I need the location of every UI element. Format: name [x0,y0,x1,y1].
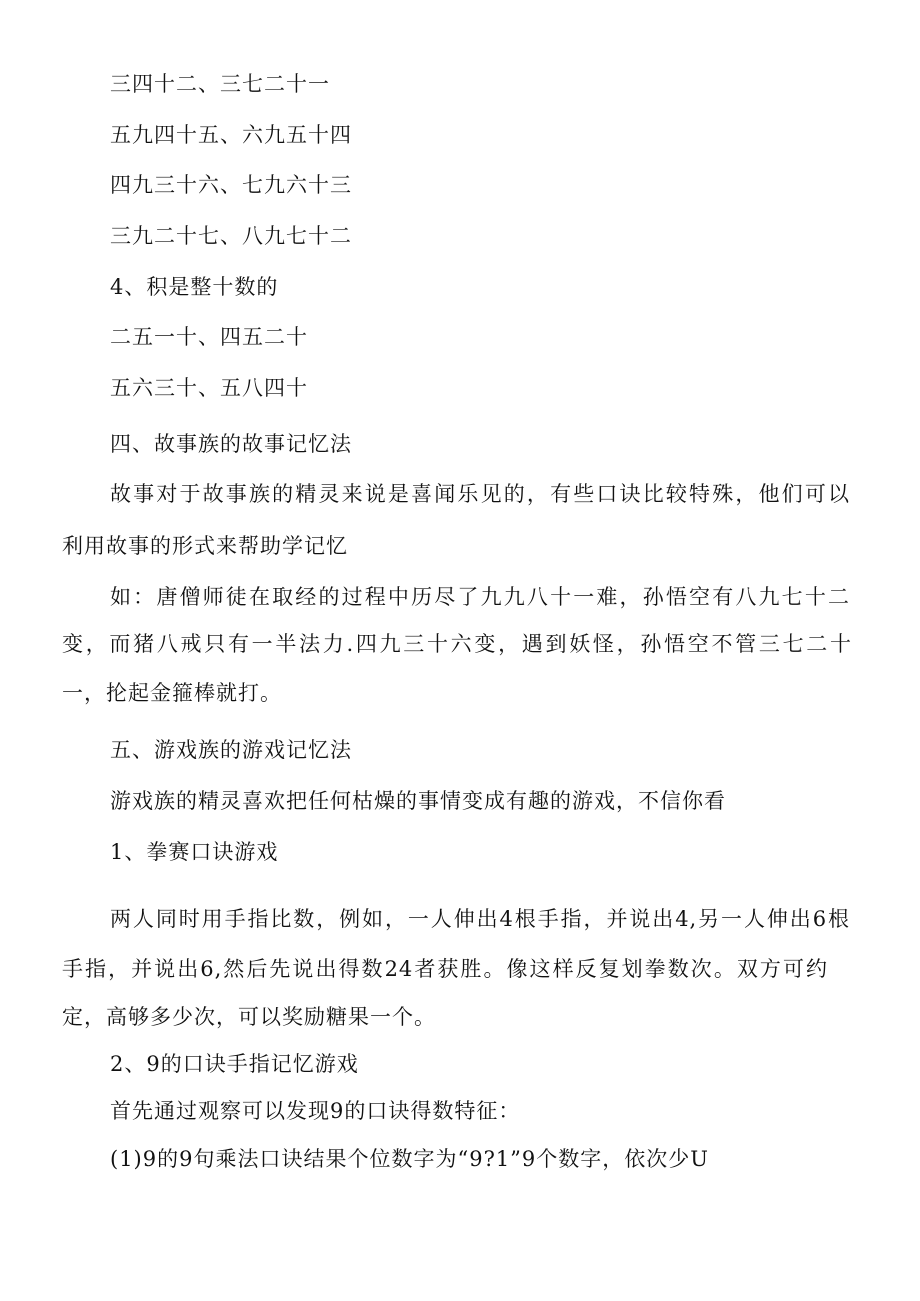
subheading-finger-game: 1、拳赛口诀游戏 [110,840,279,864]
paragraph-finger-game-line-1: 两人同时用手指比数，例如，一人伸出4根手指，并说出4,另一人伸出6根 [110,907,850,931]
paragraph-example-line-2: 变，而猪八戒只有一半法力.四九三十六变，遇到妖怪，孙悟空不管三七二十 [62,632,852,656]
mnemonic-line-3: 四九三十六、七九六十三 [110,173,352,197]
section-heading-story-method: 四、故事族的故事记忆法 [110,432,352,456]
subheading-nine-game: 2、9的口诀手指记忆游戏 [110,1052,359,1076]
paragraph-example-line-3: 一，抡起金箍棒就打。 [62,681,282,705]
paragraph-finger-game-line-3: 定，高够多少次，可以奖励糖果一个。 [62,1005,436,1029]
paragraph-finger-game-line-2: 手指，并说出6,然后先说出得数24者获胜。像这样反复划拳数次。双方可约 [62,957,828,981]
paragraph-story-line-1: 故事对于故事族的精灵来说是喜闻乐见的，有些口诀比较特殊，他们可以 [110,482,850,506]
mnemonic-line-6: 五六三十、五八四十 [110,376,308,400]
mnemonic-line-1: 三四十二、三七二十一 [110,72,330,96]
paragraph-example-line-1: 如：唐僧师徒在取经的过程中历尽了九九八十一难，孙悟空有八九七十二 [110,585,850,609]
paragraph-nine-rule-1: (1)9的9句乘法口诀结果个位数字为“9?1”9个数字，依次少U [110,1147,709,1171]
paragraph-game-intro: 游戏族的精灵喜欢把任何枯燥的事情变成有趣的游戏，不信你看 [110,789,726,813]
paragraph-story-line-2: 利用故事的形式来帮助学记忆 [62,534,348,558]
mnemonic-line-2: 五九四十五、六九五十四 [110,123,352,147]
mnemonic-line-5: 二五一十、四五二十 [110,325,308,349]
section-heading-game-method: 五、游戏族的游戏记忆法 [110,738,352,762]
subheading-tens-products: 4、积是整十数的 [110,275,279,299]
paragraph-nine-intro: 首先通过观察可以发现9的口诀得数特征： [110,1099,521,1123]
mnemonic-line-4: 三九二十七、八九七十二 [110,224,352,248]
